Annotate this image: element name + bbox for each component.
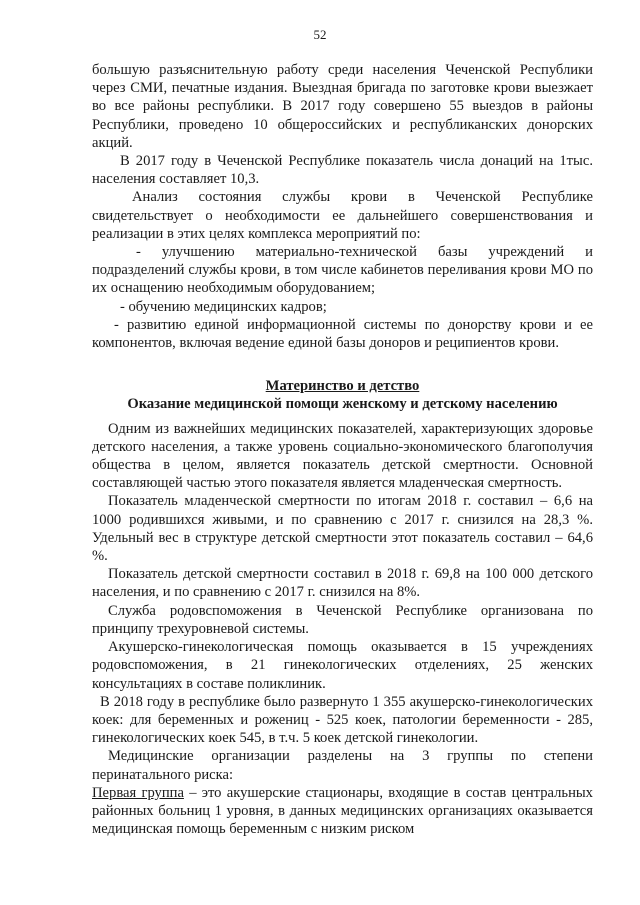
paragraph: Медицинские организации разделены на 3 группы по степени перинатального риска: — [92, 748, 593, 783]
paragraph: большую разъяснительную работу среди населения Чеченской Республики через СМИ, печатные издания. Выездная бригада по заготовке крови выезжает во все районы республики. В 2017 году совершено 55 выездов в районы Республики, проведено 10 общероссийских и республиканских донорских акций. — [92, 62, 593, 151]
list-item: - развитию единой информационной системы по донорству крови и ее компонентов, включая ведение единой базы доноров и реципиентов крови. — [92, 316, 593, 352]
paragraph: В 2017 году в Чеченской Республике показатель числа донаций на 1тыс. населения составляет 10,3. — [92, 153, 593, 188]
section-title: Материнство и детство — [265, 378, 420, 395]
paragraph-text: – это акушерские стационары, входящие в состав центральных районных больниц 1 уровня, в данных медицинских организациях оказывается медицинская помощь беременным с низким риском — [92, 784, 593, 838]
paragraph: Служба родовспоможения в Чеченской Республике организована по принципу трехуровневой системы. — [92, 602, 593, 637]
paragraph: Одним из важнейших медицинских показателей, характеризующих здоровье детского населения, а также уровень социально-экономического благополучия общества в целом, является показатель детской смертности. Основной составляющей частью этого показателя является младенческая смертность. — [92, 420, 593, 492]
paragraph: В 2018 году в республике было развернуто 1 355 акушерско-гинекологических коек: для беременных и рожениц - 525 коек, патологии беременности - 285, гинекологических коек 545, в т.ч. 5 коек детской гинекологии. — [92, 693, 593, 747]
page-content — [92, 61, 593, 838]
section-subtitle: Оказание медицинской помощи женскому и детскому населению — [127, 396, 558, 413]
page-number: 52 — [313, 27, 327, 42]
list-item: - обучению медицинских кадров; — [120, 298, 327, 315]
group-label: Первая группа — [92, 784, 184, 801]
list-item: - улучшению материально-технической базы учреждений и подразделений службы крови, в том числе кабинетов переливания крови МО по их оснащению необходимым оборудованием; — [92, 244, 593, 297]
paragraph — [92, 784, 593, 839]
paragraph: Показатель детской смертности составил в 2018 г. 69,8 на 100 000 детского населения, и по сравнению с 2017 г. снизился на 8%. — [92, 566, 593, 601]
paragraph: Анализ состояния службы крови в Чеченской Республике свидетельствует о необходимости ее дальнейшего совершенствования и реализации в этих целях комплекса мероприятий по: — [92, 189, 593, 242]
paragraph: Показатель младенческой смертности по итогам 2018 г. составил – 6,6 на 1000 родившихся живыми, и по сравнению с 2017 г. снизился на 28,3 %. Удельный вес в структуре детской смертности этот показатель составил – 64,6 %. — [92, 493, 593, 565]
paragraph: Акушерско-гинекологическая помощь оказывается в 15 учреждениях родовспоможения, в 21 гинекологических отделениях, 25 женских консультациях в составе поликлиник. — [92, 639, 593, 692]
